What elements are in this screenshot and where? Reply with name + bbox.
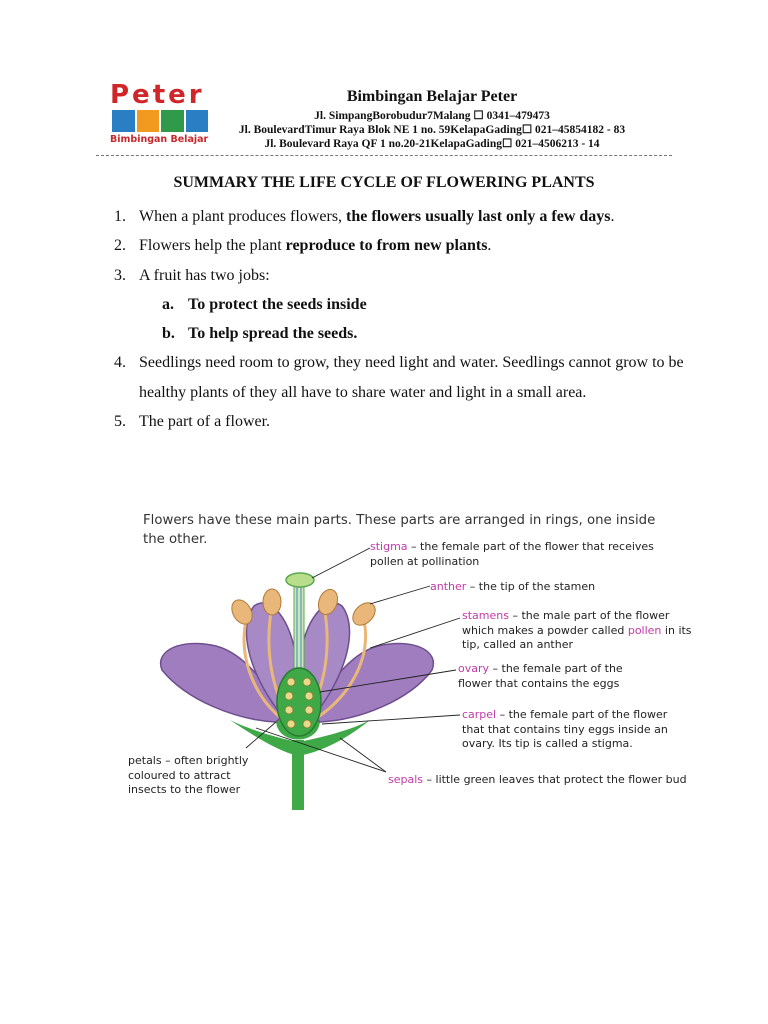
sub-item-letter: b. — [162, 325, 175, 343]
label-key: ovary — [458, 662, 490, 675]
label-desc: – the male part of the flower which makes a powder called — [462, 609, 670, 637]
label-desc: – the female part of the flower that receives pollen at pollination — [370, 540, 654, 568]
sub-item-text: To help spread the seeds. — [188, 325, 358, 343]
label-petals — [128, 754, 263, 798]
label-ovary — [458, 662, 638, 691]
item-number: 3. — [114, 266, 126, 284]
list-item — [114, 348, 694, 407]
list-item — [114, 261, 694, 290]
label-key: anther — [430, 580, 467, 593]
list-item — [114, 407, 694, 436]
header-divider — [96, 155, 672, 156]
document-title: SUMMARY THE LIFE CYCLE OF FLOWERING PLANTS — [173, 174, 595, 191]
sub-item-text: To protect the seeds inside — [188, 295, 367, 313]
ovary — [277, 668, 321, 736]
label-desc: – the female part of the flower that that contains tiny eggs inside an ovary. Its tip is called a stigma. — [462, 708, 668, 750]
label-key: carpel — [462, 708, 497, 721]
label-sepals — [388, 773, 698, 788]
item-text: . — [610, 208, 615, 225]
anther — [263, 589, 281, 615]
label-key: sepals — [388, 773, 424, 786]
item-text: A fruit has two jobs: — [139, 266, 270, 284]
item-number: 2. — [114, 237, 126, 255]
item-bold-text: reproduce to from new plants — [285, 237, 488, 255]
label-key: stigma — [370, 540, 408, 553]
address-line: Jl. BoulevardTimur Raya Blok NE 1 no. 59KelapaGading☐ 021–45854182 - 83 — [238, 124, 626, 136]
logo-word: Peter — [110, 80, 205, 110]
item-text: When a plant produces flowers, — [139, 208, 347, 225]
item-number: 4. — [114, 354, 126, 372]
label-stigma — [370, 540, 690, 569]
item-number: 5. — [114, 413, 126, 431]
item-bold-text: the flowers usually last only a few days — [346, 208, 611, 225]
label-key: pollen — [627, 623, 662, 637]
address-line: Jl. Boulevard Raya QF 1 no.20-21KelapaGading☐ 021–4506213 - 14 — [264, 138, 600, 150]
label-anther — [430, 580, 690, 595]
diagram-intro: Flowers have these main parts. These parts are arranged in rings, one inside the other. — [143, 513, 656, 547]
address-line: Jl. SimpangBorobudur7Malang ☐ 0341–479473 — [314, 110, 550, 122]
institution-title: Bimbingan Belajar Peter — [346, 88, 518, 105]
flower-diagram — [126, 510, 706, 810]
list-item — [114, 202, 694, 231]
label-stamens — [462, 609, 702, 653]
stigma — [286, 573, 314, 587]
sub-item-letter: a. — [162, 295, 174, 313]
label-desc: – the tip of the stamen — [466, 580, 596, 593]
list-item — [114, 231, 694, 260]
label-carpel — [462, 708, 687, 752]
summary-list — [114, 202, 694, 436]
style — [294, 582, 304, 682]
sub-item — [114, 319, 694, 348]
anther — [348, 598, 379, 629]
logo-subtitle: Bimbingan Belajar — [110, 134, 209, 145]
item-text: Seedlings need room to grow, they need light and water. Seedlings cannot grow to be healthy plants of they all have to share water and light in a small area. — [139, 354, 684, 401]
label-desc: petals – often brightly coloured to attract insects to the flower — [128, 754, 249, 796]
item-number: 1. — [114, 208, 126, 225]
item-text: Flowers help the plant — [139, 237, 286, 255]
label-desc: – the female part of the flower that contains the eggs — [458, 662, 623, 690]
label-desc: in its tip, called an anther — [462, 623, 692, 651]
item-text: . — [487, 237, 492, 255]
label-desc: – little green leaves that protect the flower bud — [423, 773, 687, 786]
label-key: stamens — [462, 609, 509, 622]
sub-item — [114, 290, 694, 319]
item-text: The part of a flower. — [139, 413, 271, 431]
